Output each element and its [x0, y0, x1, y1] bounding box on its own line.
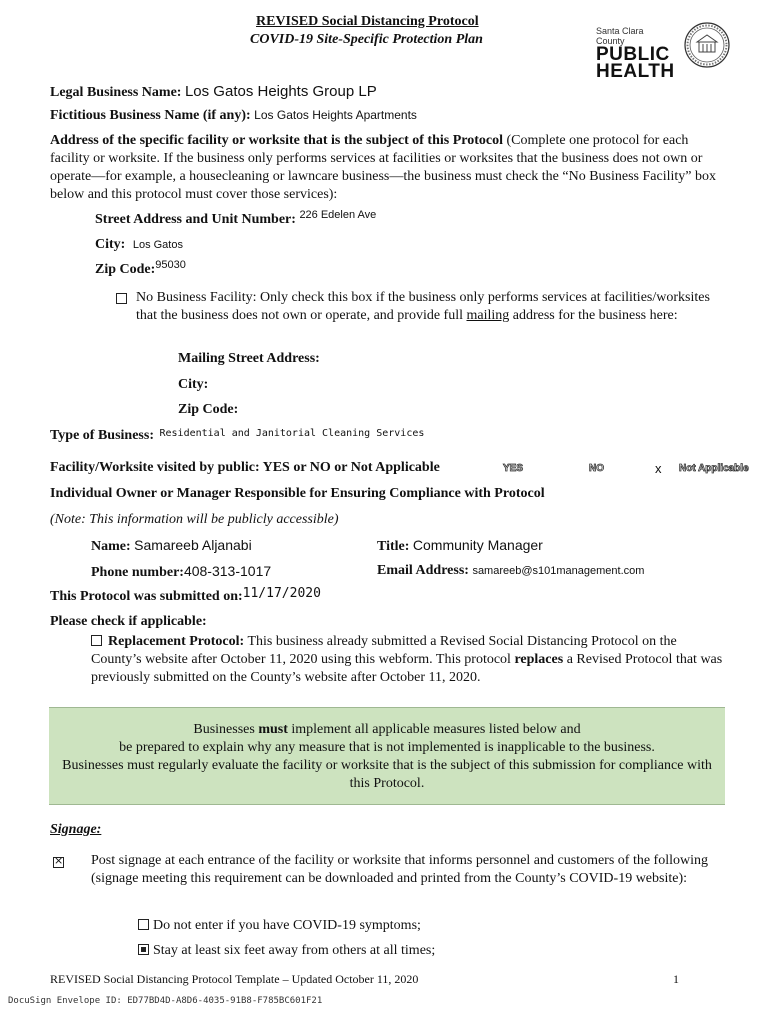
submitted-date-field[interactable]: 11/17/2020 — [242, 586, 321, 601]
check-if-applicable-heading: Please check if applicable: — [50, 614, 207, 629]
owner-email-field[interactable]: samareeb@s101management.com — [472, 565, 645, 577]
page-title: REVISED Social Distancing Protocol — [256, 14, 479, 29]
visited-by-public-label: Facility/Worksite visited by public: YES or NO or Not Applicable — [50, 460, 440, 475]
checkbox-icon[interactable] — [116, 293, 127, 304]
address-instructions — [50, 132, 722, 204]
owner-email-label: Email Address: — [377, 563, 469, 578]
owner-name-field[interactable]: Samareeb Aljanabi — [134, 537, 252, 553]
owner-email-row — [377, 563, 644, 579]
replacement-text-2: a Revised Protocol that was previously submitted on the County’s website after October 11, 2020. — [91, 652, 723, 685]
owner-name-label: Name: — [91, 539, 131, 554]
page-subtitle: COVID-19 Site-Specific Protection Plan — [250, 32, 483, 47]
signage-checkbox[interactable] — [53, 856, 64, 872]
street-field[interactable]: 226 Edelen Ave — [299, 209, 377, 221]
signage-item-text: Post signage at each entrance of the facility or worksite that informs personnel and customers of the following (signage meeting this requirement can be downloaded and printed from the County’s COVID-19 website): — [91, 853, 708, 886]
logo-line1: PUBLIC — [596, 44, 670, 65]
no-business-facility-text — [136, 289, 726, 325]
type-field[interactable]: Residential and Janitorial Cleaning Services — [159, 428, 425, 439]
notice-line-1 — [49, 721, 725, 739]
city-label: City: — [95, 237, 126, 252]
no-facility-text-2: address for the business here: — [509, 308, 678, 323]
no-facility-underlined: mailing — [466, 308, 510, 323]
owner-phone-field[interactable]: 408-313-1017 — [183, 563, 272, 579]
county-seal-icon — [684, 22, 730, 68]
fictitious-name-label: Fictitious Business Name (if any): — [50, 108, 251, 123]
city-field[interactable]: Los Gatos — [132, 239, 183, 251]
signage-sub-1-text: Do not enter if you have COVID-19 symptoms; — [153, 918, 421, 933]
owner-title-row — [377, 537, 543, 555]
signage-sub-2 — [138, 943, 435, 959]
signage-sub-1 — [138, 918, 421, 934]
replacement-label: Replacement Protocol: — [108, 634, 245, 649]
logo-county-text: Santa Clara County — [596, 26, 644, 46]
owner-heading: Individual Owner or Manager Responsible for Ensuring Compliance with Protocol — [50, 486, 545, 501]
mailing-city-label: City: — [178, 377, 209, 392]
address-instructions-text: (Complete one protocol for each facility or worksite. If the business only performs services at facilities or worksites that the business does not own or operate—for example, a housecleaning or lawncare business—the business must check the “No Business Facility” box below and this protocol must cover those services): — [50, 133, 716, 202]
zip-row — [95, 259, 186, 278]
street-label: Street Address and Unit Number: — [95, 212, 296, 227]
visited-yes-option[interactable]: YES — [503, 463, 524, 474]
replacement-text-1: This business already submitted a Revised Social Distancing Protocol on the County’s website after October 11, 2020 using this webform. This protocol — [91, 634, 677, 667]
notice-line1-must: must — [258, 722, 288, 737]
address-heading: Address of the specific facility or worksite that is the subject of this Protocol — [50, 133, 503, 148]
no-facility-text-1: No Business Facility: Only check this box if the business only performs services at facilities/worksites that the business does not own or operate, and provide full — [136, 290, 710, 323]
notice-line-2: be prepared to explain why any measure that is not implemented is inapplicable to the business. — [119, 740, 655, 755]
signage-sub-2-text: Stay at least six feet away from others at all times; — [153, 943, 436, 958]
legal-name-label: Legal Business Name: — [50, 85, 182, 100]
checkbox-icon[interactable] — [138, 919, 149, 930]
legal-name-row — [50, 83, 377, 101]
fictitious-name-field[interactable]: Los Gatos Heights Apartments — [254, 108, 417, 122]
replacement-checkbox[interactable] — [91, 635, 102, 646]
checked-checkbox-icon[interactable] — [138, 944, 149, 955]
visited-na-option[interactable]: Not Applicable — [679, 463, 749, 474]
notice-line-3: Businesses must regularly evaluate the facility or worksite that is the subject of this submission for compliance with this Protocol. — [62, 758, 712, 791]
zip-label: Zip Code: — [95, 262, 156, 277]
street-row — [95, 209, 377, 228]
footer-text: REVISED Social Distancing Protocol Template – Updated October 11, 2020 — [50, 972, 419, 986]
page-number: 1 — [673, 972, 679, 986]
submitted-label: This Protocol was submitted on: — [50, 589, 243, 604]
public-health-logo — [596, 26, 674, 80]
no-business-facility-checkbox[interactable] — [116, 292, 127, 308]
notice-box — [49, 707, 725, 805]
notice-line1-a: Businesses — [193, 722, 259, 737]
type-of-business-row — [50, 428, 424, 444]
submitted-row — [50, 586, 321, 605]
signage-heading: Signage: — [50, 822, 102, 837]
visited-selection-mark[interactable]: x — [655, 461, 662, 476]
owner-note: (Note: This information will be publicly accessible) — [50, 512, 339, 527]
city-row — [95, 237, 183, 253]
fictitious-name-row — [50, 108, 417, 124]
zip-field[interactable]: 95030 — [155, 259, 186, 271]
legal-name-field[interactable]: Los Gatos Heights Group LP — [184, 83, 377, 100]
notice-line1-c: implement all applicable measures listed below and — [287, 722, 581, 737]
owner-name-row — [91, 537, 252, 555]
owner-title-field[interactable]: Community Manager — [412, 537, 543, 553]
owner-title-label: Title: — [377, 539, 410, 554]
replacement-bold: replaces — [514, 652, 564, 667]
replacement-protocol-row — [91, 633, 723, 687]
visited-no-option[interactable]: NO — [589, 463, 604, 474]
mailing-street-label: Mailing Street Address: — [178, 351, 320, 366]
owner-phone-row — [91, 563, 271, 581]
checked-x-icon[interactable] — [53, 857, 64, 868]
mailing-zip-label: Zip Code: — [178, 402, 239, 417]
owner-phone-label: Phone number: — [91, 565, 184, 580]
logo-line2: HEALTH — [596, 61, 675, 82]
docusign-envelope-id: DocuSign Envelope ID: ED77BD4D-A8D6-4035-91B8-F785BC601F21 — [8, 996, 323, 1006]
type-label: Type of Business: — [50, 428, 154, 443]
